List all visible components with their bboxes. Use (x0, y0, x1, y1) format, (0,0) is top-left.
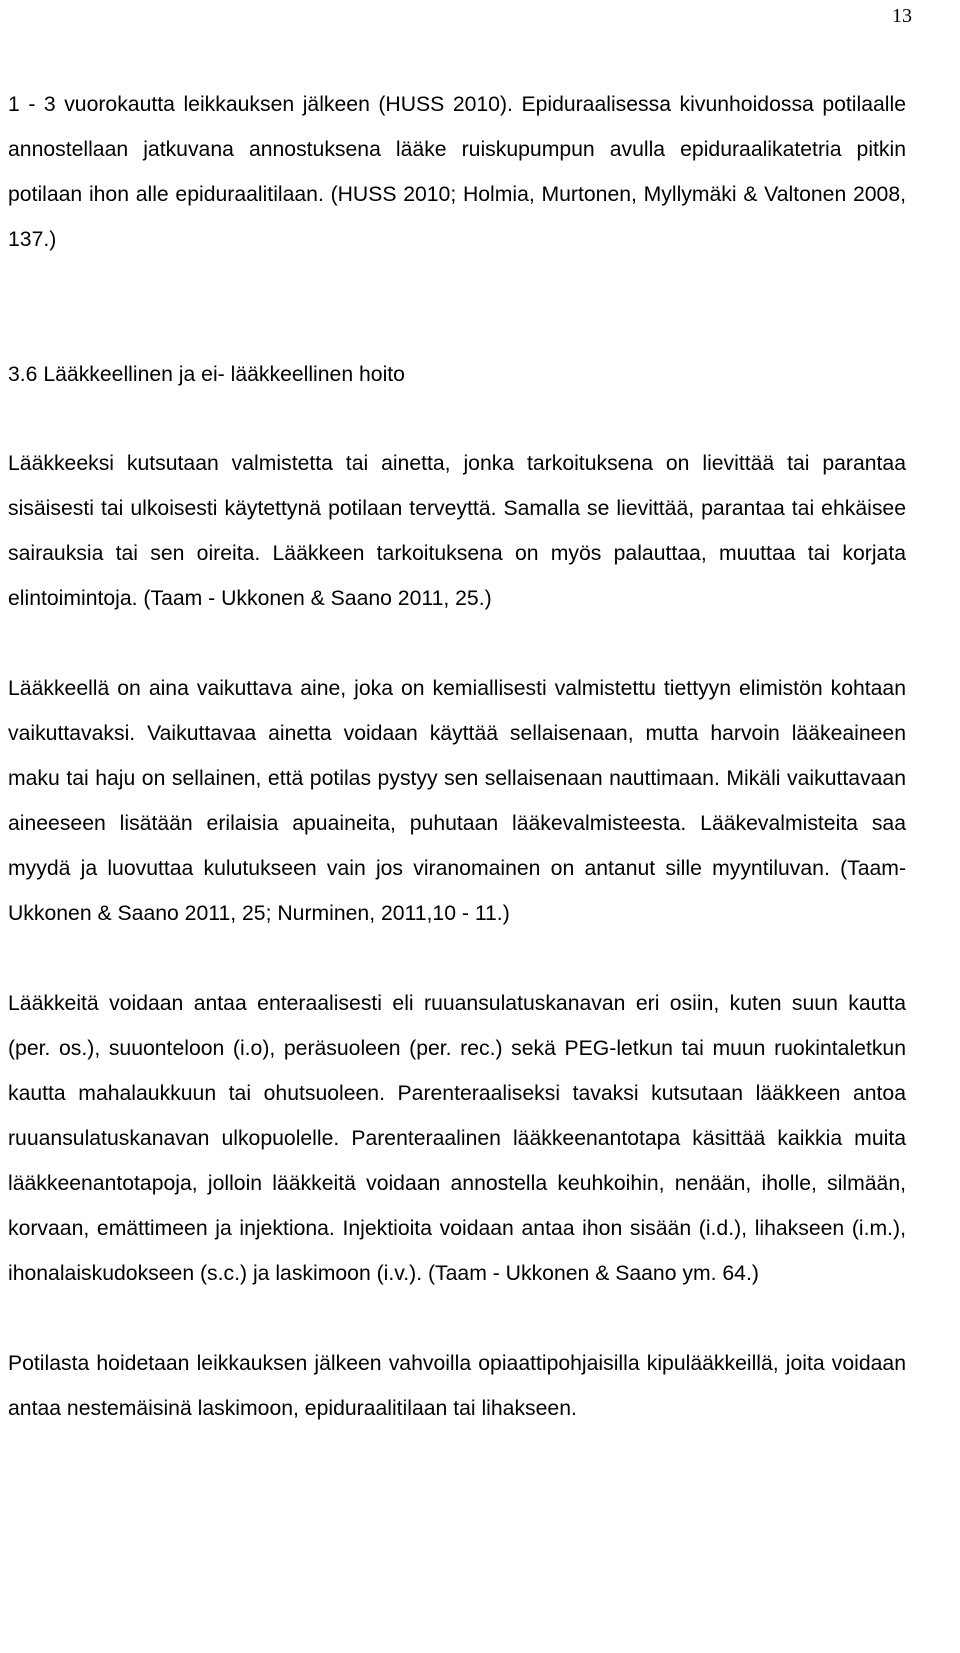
paragraph-medicine-definition: Lääkkeeksi kutsutaan valmistetta tai ainetta, jonka tarkoituksena on lievittää tai parantaa sisäisesti tai ulkoisesti käytettynä potilaan terveyttä. Samalla se lievittää, parantaa tai ehkäisee sairauksia tai sen oireita. Lääkkeen tarkoituksena on myös palauttaa, muuttaa tai korjata elintoimintoja. (Taam - Ukkonen & Saano 2011, 25.) (8, 452, 906, 610)
paragraph-active-ingredient: Lääkkeellä on aina vaikuttava aine, joka on kemiallisesti valmistettu tiettyyn elimistön kohtaan vaikuttavaksi. Vaikuttavaa ainetta voidaan käyttää sellaisenaan, mutta harvoin lääkeaineen maku tai haju on sellainen, että potilas pystyy sen sellaisenaan nauttimaan. Mikäli vaikuttavaan aineeseen lisätään erilaisia apuaineita, puhutaan lääkevalmisteesta. Lääkevalmisteita saa myydä ja luovuttaa kulutukseen vain jos viranomainen on antanut sille myyntiluvan. (Taam-Ukkonen & Saano 2011, 25; Nurminen, 2011,10 - 11.) (8, 677, 906, 925)
paragraph-opioids: Potilasta hoidetaan leikkauksen jälkeen vahvoilla opiaattipohjaisilla kipulääkkeillä, joita voidaan antaa nestemäisinä laskimoon, epiduraalitilaan tai lihakseen. (8, 1352, 906, 1420)
page-number: 13 (892, 5, 912, 27)
section-heading: 3.6 Lääkkeellinen ja ei- lääkkeellinen hoito (8, 363, 405, 386)
paragraph-administration-routes: Lääkkeitä voidaan antaa enteraalisesti eli ruuansulatuskanavan eri osiin, kuten suun kautta (per. os.), suuonteloon (i.o), peräsuoleen (per. rec.) sekä PEG-letkun tai muun ruokintaletkun kautta mahalaukkuun tai ohutsuoleen. Parenteraaliseksi tavaksi kutsutaan lääkkeen antoa ruuansulatuskanavan ulkopuolelle. Parenteraalinen lääkkeenantotapa käsittää kaikkia muita lääkkeenantotapoja, jolloin lääkkeitä voidaan annostella keuhkoihin, nenään, iholle, silmään, korvaan, emättimeen ja injektiona. Injektioita voidaan antaa ihon sisään (i.d.), lihakseen (i.m.), ihonalaiskudokseen (s.c.) ja laskimoon (i.v.). (Taam - Ukkonen & Saano ym. 64.) (8, 992, 906, 1285)
paragraph-epidural: 1 - 3 vuorokautta leikkauksen jälkeen (HUSS 2010). Epiduraalisessa kivunhoidossa potilaalle annostellaan jatkuvana annostuksena lääke ruiskupumpun avulla epiduraalikatetria pitkin potilaan ihon alle epiduraalitilaan. (HUSS 2010; Holmia, Murtonen, Myllymäki & Valtonen 2008, 137.) (8, 93, 906, 251)
document-body (8, 82, 906, 1431)
